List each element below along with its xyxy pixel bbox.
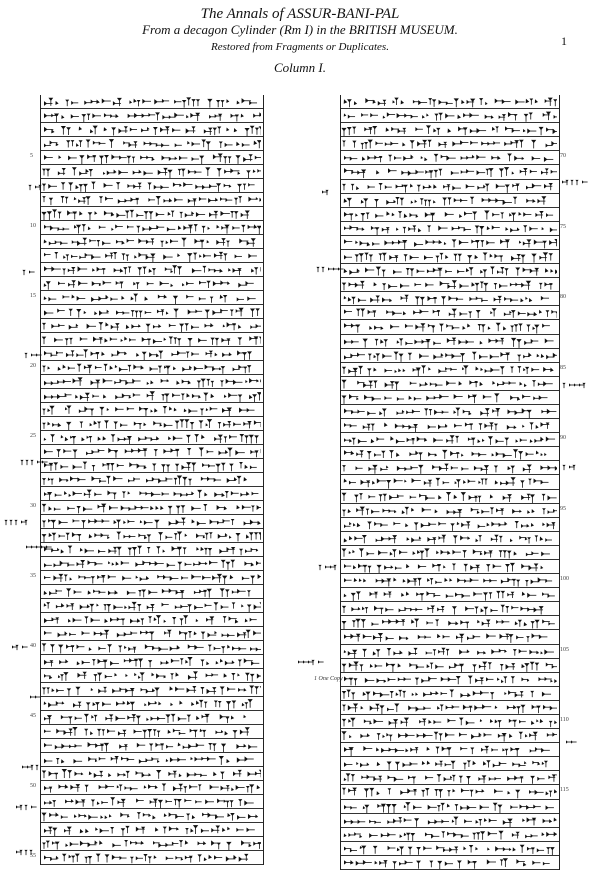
cuneiform-line: [41, 431, 263, 445]
cuneiform-line: [41, 445, 263, 459]
cuneiform-line: [341, 165, 559, 179]
cuneiform-line: [341, 560, 559, 574]
page-title: The Annals of ASSUR-BANI-PAL: [200, 6, 400, 22]
cuneiform-line: [341, 757, 559, 771]
line-number: 55: [30, 853, 36, 859]
cuneiform-line: [341, 828, 559, 842]
cuneiform-line: [341, 616, 559, 630]
cuneiform-line: [341, 771, 559, 785]
marginal-variant-glyph: [564, 735, 580, 753]
cuneiform-line: [341, 743, 559, 757]
cuneiform-line: [341, 419, 559, 433]
line-number: 70: [560, 153, 566, 160]
cuneiform-line: [41, 809, 263, 823]
line-number: 20: [30, 363, 36, 369]
cuneiform-line: [41, 501, 263, 515]
line-number: 110: [560, 717, 569, 723]
line-number: 85: [560, 364, 566, 371]
cuneiform-line: [41, 753, 263, 767]
cuneiform-line: [41, 221, 263, 235]
cuneiform-line: [341, 800, 559, 814]
cuneiform-line: [41, 403, 263, 417]
cuneiform-line: [341, 504, 559, 518]
cuneiform-line: [341, 250, 559, 264]
cuneiform-line: [41, 389, 263, 403]
cuneiform-line: [41, 249, 263, 263]
page-subtitle-restored: Restored from Fragments or Duplicates.: [211, 41, 389, 53]
line-number: 30: [30, 503, 36, 509]
line-number: 5: [30, 153, 33, 159]
cuneiform-line: [341, 842, 559, 856]
cuneiform-line: [41, 165, 263, 179]
cuneiform-line: [341, 687, 559, 701]
cuneiform-line: [341, 391, 559, 405]
cuneiform-line: [41, 781, 263, 795]
cuneiform-line: [41, 725, 263, 739]
cuneiform-line: [41, 487, 263, 501]
line-number: 90: [560, 435, 566, 442]
line-number: 75: [560, 223, 566, 230]
cuneiform-line: [41, 543, 263, 557]
cuneiform-line: [341, 475, 559, 489]
cuneiform-line: [341, 194, 559, 208]
line-number: 115: [560, 787, 569, 794]
page-subtitle: From a decagon Cylinder (Rm I) in the BRITISH MUSEUM.: [142, 22, 458, 37]
cuneiform-line: [341, 306, 559, 320]
cuneiform-line: [341, 137, 559, 151]
line-number: 15: [30, 293, 36, 299]
marginal-variant-glyph: [296, 655, 327, 673]
cuneiform-line: [41, 179, 263, 193]
cuneiform-line: [41, 95, 263, 109]
cuneiform-line: [341, 109, 559, 123]
cuneiform-line: [41, 137, 263, 151]
line-number: 100: [560, 576, 569, 583]
cuneiform-line: [341, 856, 559, 870]
marginal-variant-glyph: [316, 262, 347, 280]
cuneiform-line: [41, 109, 263, 123]
cuneiform-line: [341, 363, 559, 377]
cuneiform-line: [41, 837, 263, 851]
cuneiform-line: [341, 292, 559, 306]
marginal-variant-glyph: [562, 378, 593, 396]
cuneiform-line: [41, 571, 263, 585]
cuneiform-line: [41, 333, 263, 347]
cuneiform-line: [41, 277, 263, 291]
cuneiform-line: [41, 151, 263, 165]
cuneiform-line: [341, 814, 559, 828]
cuneiform-line: [341, 461, 559, 475]
line-number: 40: [30, 643, 36, 649]
line-number: 50: [30, 783, 36, 789]
cuneiform-line: [41, 291, 263, 305]
cuneiform-line: [341, 574, 559, 588]
marginal-variant-glyph: [14, 845, 40, 863]
cuneiform-line: [341, 602, 559, 616]
margin-note-one-copy: 1 One Copy: [314, 676, 343, 682]
cuneiform-line: [341, 659, 559, 673]
cuneiform-line: [41, 641, 263, 655]
cuneiform-line: [41, 305, 263, 319]
cuneiform-line: [341, 377, 559, 391]
cuneiform-line: [41, 795, 263, 809]
cuneiform-line: [41, 235, 263, 249]
cuneiform-line: [41, 627, 263, 641]
cuneiform-line: [41, 473, 263, 487]
cuneiform-line: [341, 208, 559, 222]
cuneiform-line: [341, 335, 559, 349]
marginal-variant-glyph: [20, 455, 51, 473]
line-number: 35: [30, 573, 36, 579]
cuneiform-line: [41, 697, 263, 711]
cuneiform-line: [341, 546, 559, 560]
cuneiform-line: [341, 151, 559, 165]
marginal-variant-glyph: [14, 800, 40, 818]
cuneiform-column-left: [40, 95, 264, 865]
cuneiform-line: [341, 278, 559, 292]
cuneiform-line: [41, 263, 263, 277]
cuneiform-line: [41, 361, 263, 375]
cuneiform-line: [341, 645, 559, 659]
cuneiform-line: [341, 433, 559, 447]
cuneiform-line: [41, 585, 263, 599]
cuneiform-line: [41, 669, 263, 683]
marginal-variant-glyph: [4, 515, 35, 533]
column-heading: Column I.: [274, 60, 326, 75]
cuneiform-line: [41, 767, 263, 781]
marginal-variant-glyph: [24, 348, 45, 366]
line-number: 80: [560, 294, 566, 301]
cuneiform-line: [341, 264, 559, 278]
cuneiform-line: [341, 123, 559, 137]
cuneiform-line: [341, 701, 559, 715]
cuneiform-line: [341, 405, 559, 419]
line-number: 95: [560, 505, 566, 512]
cuneiform-line: [341, 532, 559, 546]
cuneiform-line: [341, 95, 559, 109]
cuneiform-line: [341, 715, 559, 729]
cuneiform-line: [41, 417, 263, 431]
marginal-variant-glyph: [22, 265, 38, 283]
cuneiform-line: [41, 683, 263, 697]
cuneiform-line: [341, 349, 559, 363]
cuneiform-line: [41, 207, 263, 221]
cuneiform-line: [41, 655, 263, 669]
marginal-variant-glyph: [320, 185, 336, 203]
marginal-variant-glyph: [560, 175, 591, 193]
line-number: 25: [30, 433, 36, 439]
cuneiform-line: [341, 180, 559, 194]
marginal-variant-glyph: [20, 760, 46, 778]
cuneiform-line: [341, 729, 559, 743]
line-number: 45: [30, 713, 36, 719]
marginal-variant-glyph: [10, 640, 31, 658]
cuneiform-line: [341, 588, 559, 602]
cuneiform-line: [41, 529, 263, 543]
cuneiform-line: [341, 222, 559, 236]
cuneiform-line: [41, 557, 263, 571]
cuneiform-line: [341, 630, 559, 644]
cuneiform-line: [41, 613, 263, 627]
marginal-variant-glyph: [318, 560, 344, 578]
cuneiform-line: [41, 193, 263, 207]
cuneiform-line: [41, 123, 263, 137]
cuneiform-line: [41, 711, 263, 725]
cuneiform-line: [341, 490, 559, 504]
marginal-variant-glyph: [28, 180, 49, 198]
cuneiform-line: [341, 673, 559, 687]
cuneiform-line: [41, 851, 263, 865]
cuneiform-column-right: [340, 95, 560, 870]
line-number: 10: [30, 223, 36, 229]
marginal-variant-glyph: [24, 540, 55, 558]
cuneiform-line: [41, 375, 263, 389]
cuneiform-line: [341, 447, 559, 461]
marginal-variant-glyph: [28, 690, 44, 708]
cuneiform-line: [341, 785, 559, 799]
marginal-variant-glyph: [562, 460, 583, 478]
cuneiform-line: [41, 319, 263, 333]
cuneiform-line: [41, 459, 263, 473]
cuneiform-line: [41, 739, 263, 753]
cuneiform-line: [41, 515, 263, 529]
cuneiform-line: [341, 320, 559, 334]
cuneiform-line: [41, 347, 263, 361]
page-number: 1: [561, 34, 567, 48]
cuneiform-line: [341, 518, 559, 532]
cuneiform-line: [41, 823, 263, 837]
cuneiform-line: [41, 599, 263, 613]
cuneiform-line: [341, 236, 559, 250]
line-number: 105: [560, 646, 569, 653]
